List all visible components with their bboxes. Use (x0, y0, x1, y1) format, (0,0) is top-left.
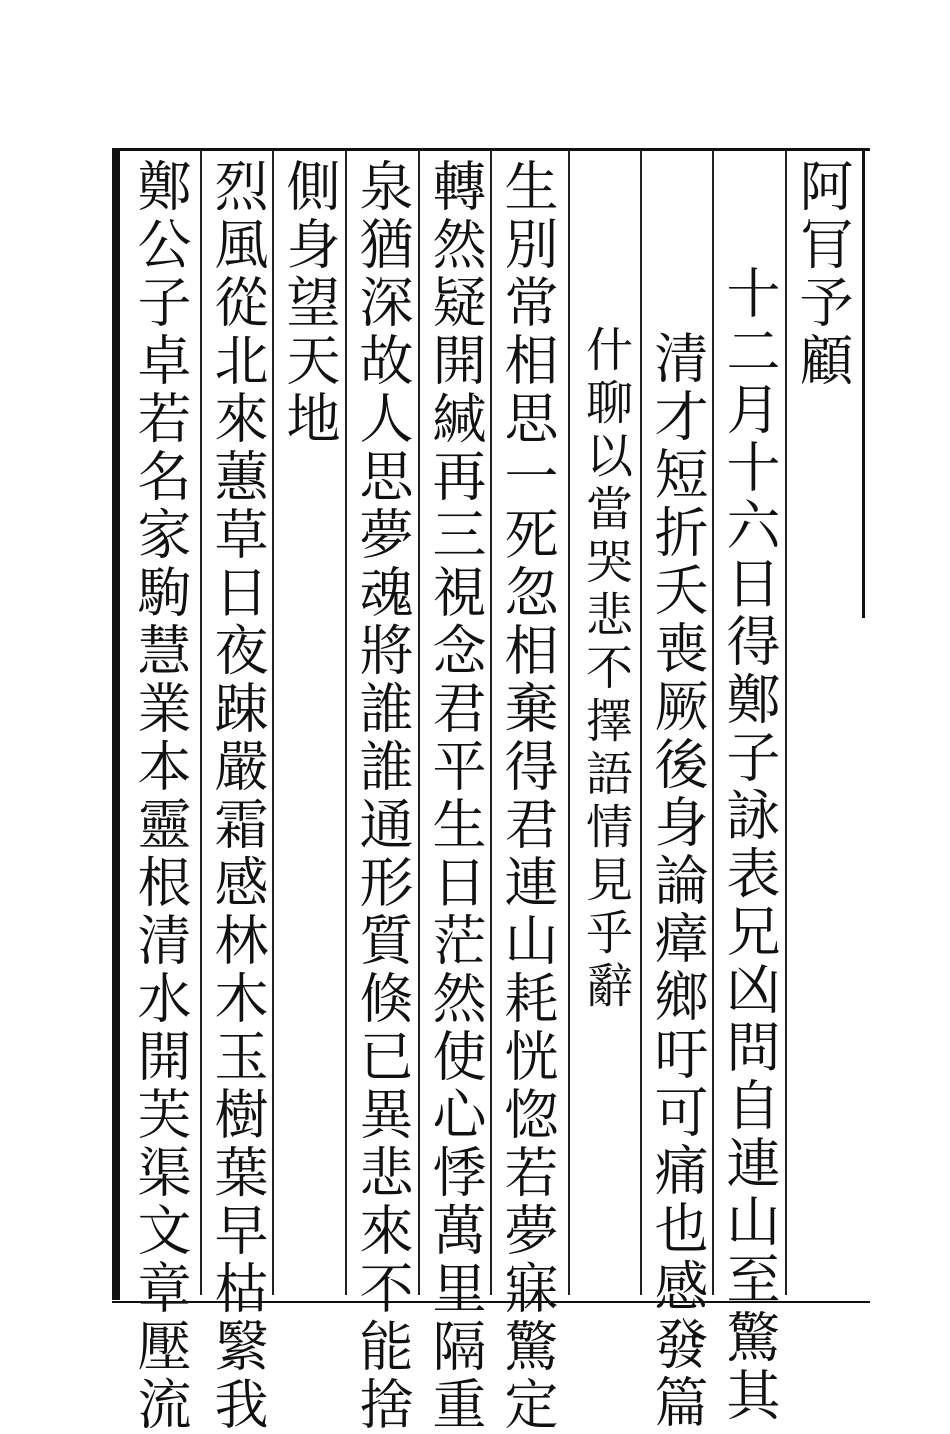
text-column: 十二月十六日得鄭子詠表兄凶問自連山至驚其 (718, 265, 781, 1425)
text-column-title: 阿肎予顧 (791, 158, 854, 390)
text-column: 烈風從北來蕙草日夜踈嚴霜感林木玉樹葉早枯繄我 (206, 158, 269, 1434)
column-rule (568, 150, 570, 1295)
column-rule (712, 150, 714, 1295)
column-rule (200, 150, 202, 1295)
text-column: 清才短折夭喪厥後身論瘴鄉吁可痛也感發篇 (646, 330, 709, 1432)
column-rule (490, 150, 492, 1295)
text-column: 轉然疑開緘再三視念君平生日茫然使心悸萬里隔重 (424, 158, 487, 1434)
text-column: 泉猶深故人思夢魂將誰誰通形質倏已異悲來不能捨 (351, 158, 414, 1434)
column-rule (640, 150, 642, 1295)
text-column: 生別常相思一死忽相棄得君連山耗恍惚若夢寐驚定 (496, 158, 559, 1434)
column-rule (785, 150, 787, 1295)
text-column: 側身望天地 (278, 158, 341, 448)
text-column: 什聊以當哭悲不擇語情見乎辭 (578, 325, 633, 1014)
frame-right-border (862, 148, 865, 618)
frame-left-border (112, 148, 120, 1300)
text-column: 鄭公子卓若名家駒慧業本靈根清水開芙渠文章壓流 (129, 158, 192, 1434)
column-rule (418, 150, 420, 1295)
column-rule (345, 150, 347, 1295)
column-rule (272, 150, 274, 1295)
